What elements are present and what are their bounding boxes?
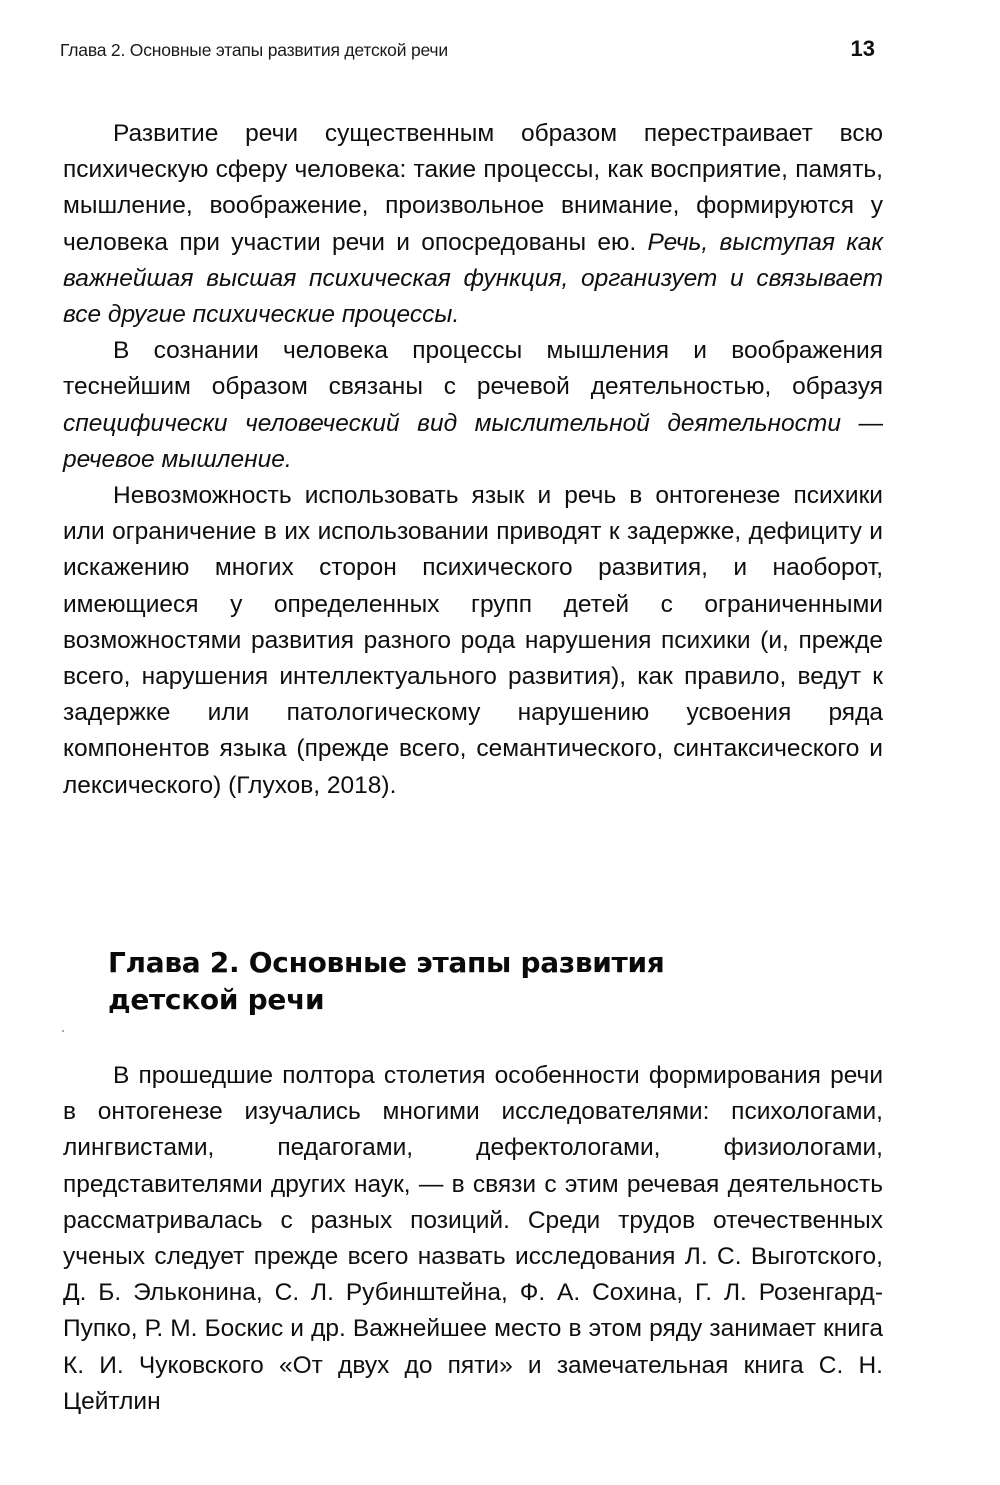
paragraph-2-italic: специфически человеческий вид мыслительной деятельности — речевое мышление.: [63, 409, 883, 473]
paragraph-2: [63, 333, 883, 478]
paragraph-2-plain: В сознании человека процессы мышления и воображения теснейшим образом связаны с речевой деятельностью, образуя: [63, 337, 883, 401]
page-number: 13: [850, 36, 875, 61]
paragraph-1-italic: Речь, выступая как важнейшая высшая психическая функция, организует и связывает все другие психические процессы.: [63, 228, 883, 329]
section-1-text: [63, 116, 883, 804]
chapter-heading-line-2: детской речи: [108, 983, 325, 1016]
paragraph-1-plain: Развитие речи существенным образом перестраивает всю психическую сферу человека: такие процессы, как восприятие, память, мышление, воображение, произвольное внимание, формируются у человека при участии речи и опосредованы ею.: [63, 120, 883, 256]
chapter-heading-line-1: Глава 2. Основные этапы развития: [108, 946, 665, 979]
chapter-heading: [108, 944, 808, 1018]
paragraph-1: [63, 116, 883, 333]
print-speck: [62, 1030, 64, 1032]
paragraph-4: В прошедшие полтора столетия особенности формирования речи в онтогенезе изучались многими исследователями: психологами, лингвистами, педагогами, дефектологами, физиологами, представителями других наук, — в связи с этим речевая деятельность рассматривалась с разных позиций. Среди трудов отечественных ученых следует прежде всего назвать исследования Л. С. Выготского, Д. Б. Эльконина, С. Л. Рубинштейна, Ф. А. Сохина, Г. Л. Розенгард-Пупко, Р. М. Боскис и др. Важнейшее место в этом ряду занимает книга К. И. Чуковского «От двух до пяти» и замечательная книга С. Н. Цейтлин: [63, 1062, 883, 1415]
paragraph-3: Невозможность использовать язык и речь в онтогенезе психики или ограничение в их использовании приводят к задержке, дефициту и искажению многих сторон психического развития, и наоборот, имеющиеся у определенных групп детей с ограниченными возможностями развития разного рода нарушения психики (и, прежде всего, нарушения интеллектуального развития), как правило, ведут к задержке или патологическому нарушению усвоения ряда компонентов языка (прежде всего, семантического, синтаксического и лексического) (Глухов, 2018).: [63, 482, 883, 799]
section-2-text: [63, 1058, 883, 1420]
running-head: Глава 2. Основные этапы развития детской речи: [60, 40, 448, 60]
